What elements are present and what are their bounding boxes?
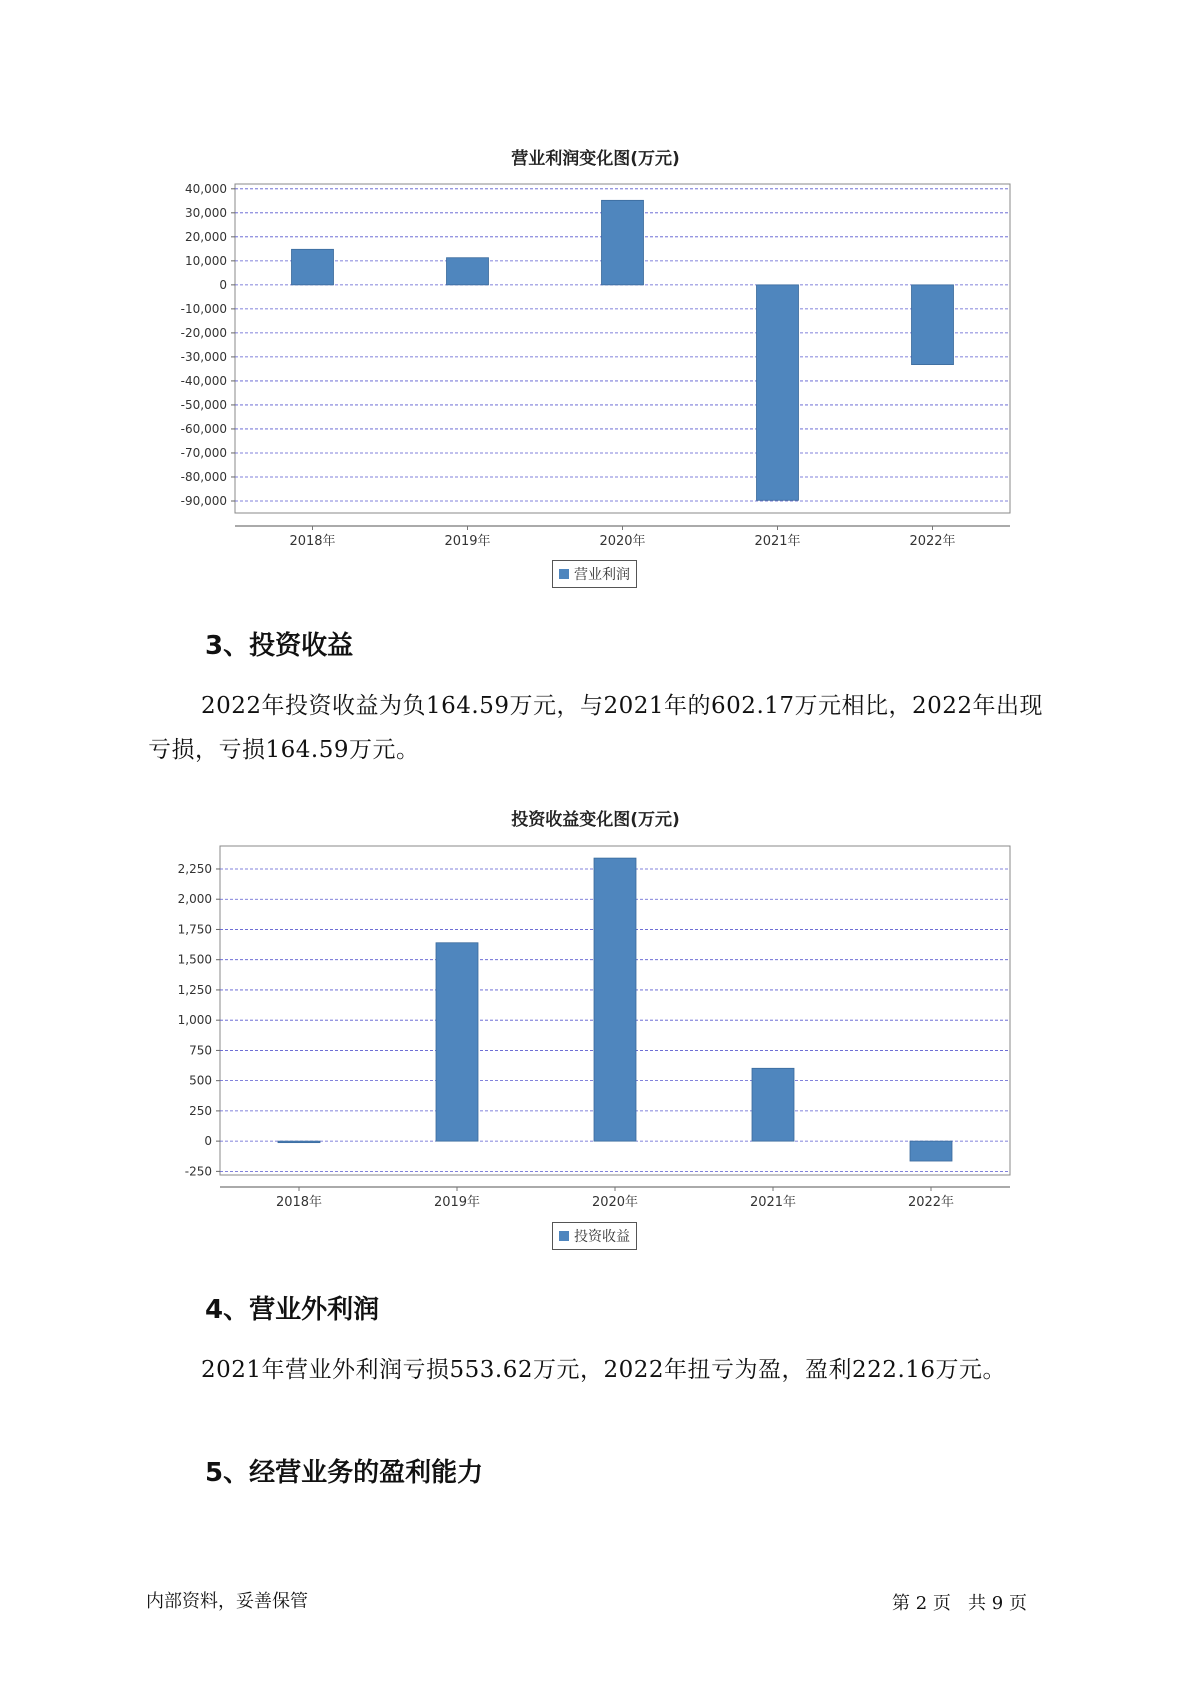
legend-swatch [559, 1231, 569, 1241]
bar-2019年 [436, 943, 478, 1141]
footer-confidential: 内部资料，妥善保管 [146, 1591, 308, 1612]
bar-2020年 [594, 858, 636, 1141]
x-tick-label: 2019年 [444, 534, 491, 549]
y-tick-label: 250 [189, 1103, 212, 1118]
y-tick-label: 750 [189, 1043, 212, 1058]
y-tick-label: 500 [189, 1073, 212, 1088]
x-tick-label: 2020年 [599, 534, 646, 549]
section3-text: 2022年投资收益为负164.59万元，与2021年的602.17万元相比，2022年出现亏损，亏损164.59万元。 [148, 693, 1044, 763]
y-tick-label: -40,000 [180, 373, 227, 388]
y-tick-label: 2,000 [177, 892, 212, 907]
y-tick-label: -80,000 [180, 469, 227, 484]
bar-2022年 [910, 1141, 952, 1161]
bar-2018年 [278, 1141, 320, 1143]
y-tick-label: 0 [219, 277, 227, 292]
footer-page-number: 第 2 页 共 9 页 [892, 1593, 1027, 1614]
y-tick-label: -30,000 [180, 349, 227, 364]
y-tick-label: 20,000 [185, 229, 227, 244]
y-tick-label: 10,000 [185, 253, 227, 268]
x-tick-label: 2021年 [749, 1195, 797, 1210]
x-tick-label: 2022年 [907, 1195, 955, 1210]
y-tick-label: 2,250 [177, 861, 212, 876]
y-tick-label: -60,000 [180, 421, 227, 436]
x-tick-label: 2018年 [275, 1195, 323, 1210]
y-tick-label: 1,000 [177, 1013, 212, 1028]
x-tick-label: 2021年 [754, 534, 801, 549]
y-tick-label: 0 [204, 1134, 212, 1149]
y-tick-label: -50,000 [180, 397, 227, 412]
section4-text: 2021年营业外利润亏损553.62万元，2022年扭亏为盈，盈利222.16万元。 [201, 1357, 1007, 1383]
chart2-legend [552, 1222, 637, 1250]
y-tick-label: 30,000 [185, 205, 227, 220]
x-tick-label: 2020年 [591, 1195, 639, 1210]
chart2-legend-label: 投资收益 [574, 1229, 630, 1245]
y-tick-label: -70,000 [180, 445, 227, 460]
y-tick-label: -250 [184, 1164, 212, 1179]
bar-2021年 [752, 1068, 794, 1141]
y-tick-label: -10,000 [180, 301, 227, 316]
chart2-title: 投资收益变化图(万元) [511, 810, 680, 830]
y-tick-label: -90,000 [180, 493, 227, 508]
section4-heading: 4、营业外利润 [205, 1295, 380, 1325]
x-tick-label: 2019年 [433, 1195, 481, 1210]
section5-heading: 5、经营业务的盈利能力 [205, 1458, 484, 1488]
y-tick-label: 40,000 [185, 181, 227, 196]
chart1-title: 营业利润变化图(万元) [511, 149, 680, 169]
x-tick-label: 2018年 [289, 534, 336, 549]
x-tick-label: 2022年 [909, 534, 956, 549]
section3-heading: 3、投资收益 [205, 631, 354, 661]
y-tick-label: -20,000 [180, 325, 227, 340]
y-tick-label: 1,250 [177, 982, 212, 997]
y-tick-label: 1,500 [177, 952, 212, 967]
chart1-legend-label: 营业利润 [574, 567, 630, 583]
y-tick-label: 1,750 [177, 922, 212, 937]
